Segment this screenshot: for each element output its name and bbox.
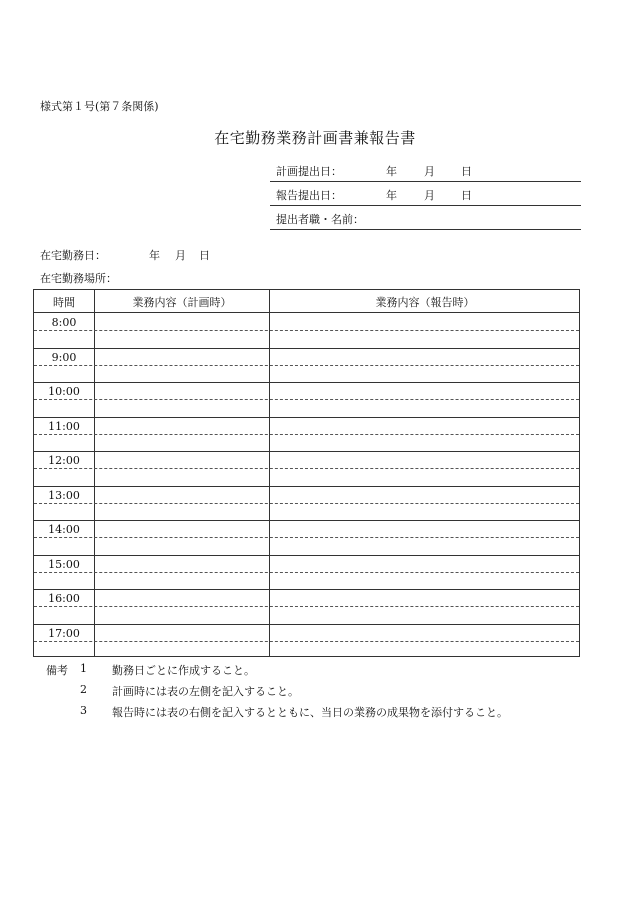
time-slot-label: 12:00 <box>48 454 80 467</box>
workday-label: 在宅勤務日： <box>40 249 106 262</box>
schedule-table <box>33 289 580 657</box>
plan-date-month: 月 <box>424 165 435 178</box>
workday-year: 年 <box>149 249 160 262</box>
half-hour-divider <box>34 468 579 469</box>
column-divider-plan <box>269 290 270 656</box>
note-3-number: 3 <box>80 704 87 717</box>
half-hour-divider <box>34 537 579 538</box>
hour-divider <box>34 348 579 349</box>
time-slot-label: 10:00 <box>48 385 80 398</box>
hour-divider <box>34 624 579 625</box>
hour-divider <box>34 520 579 521</box>
notes-label: 備考 <box>46 664 68 677</box>
time-slot-label: 14:00 <box>48 523 80 536</box>
workplace-label: 在宅勤務場所： <box>40 272 117 285</box>
submitter-row[interactable] <box>270 207 581 230</box>
header-time: 時間 <box>53 296 75 309</box>
half-hour-divider <box>34 365 579 366</box>
header-plan: 業務内容（計画時） <box>132 296 232 309</box>
header-report: 業務内容（報告時） <box>375 296 475 309</box>
time-slot-label: 11:00 <box>48 419 80 433</box>
time-slot-label: 9:00 <box>51 350 77 364</box>
time-slot-label: 17:00 <box>48 626 80 640</box>
half-hour-divider <box>34 330 579 331</box>
hour-divider <box>34 555 579 556</box>
hour-divider <box>34 486 579 487</box>
plan-date-label: 計画提出日： <box>276 165 342 178</box>
workday-month: 月 <box>175 249 186 262</box>
time-slot-label: 15:00 <box>48 557 80 571</box>
report-date-month: 月 <box>424 189 435 202</box>
hour-divider <box>34 417 579 418</box>
header-row-divider <box>34 312 579 313</box>
note-3-text: 報告時には表の右側を記入するとともに、当日の業務の成果物を添付すること。 <box>112 706 508 719</box>
hour-divider <box>34 589 579 590</box>
column-divider-time <box>94 290 95 656</box>
note-1-number: 1 <box>80 662 87 675</box>
note-1-text: 勤務日ごとに作成すること。 <box>112 664 255 677</box>
report-date-day: 日 <box>461 189 472 202</box>
form-number: 様式第１号(第７条関係) <box>40 100 159 113</box>
half-hour-divider <box>34 434 579 435</box>
half-hour-divider <box>34 572 579 573</box>
report-date-year: 年 <box>386 189 397 202</box>
hour-divider <box>34 451 579 452</box>
plan-date-year: 年 <box>386 165 397 178</box>
half-hour-divider <box>34 503 579 504</box>
half-hour-divider <box>34 399 579 400</box>
time-slot-label: 13:00 <box>48 488 80 502</box>
note-2-text: 計画時には表の左側を記入すること。 <box>112 685 299 698</box>
note-2-number: 2 <box>80 683 87 696</box>
hour-divider <box>34 382 579 383</box>
report-date-row[interactable] <box>270 183 581 206</box>
report-date-label: 報告提出日： <box>276 189 342 202</box>
time-slot-label: 8:00 <box>51 316 77 329</box>
submitter-label: 提出者職・名前： <box>276 213 364 226</box>
plan-date-row[interactable] <box>270 159 581 182</box>
plan-date-day: 日 <box>461 165 472 178</box>
time-slot-label: 16:00 <box>48 592 80 605</box>
workday-day: 日 <box>199 249 210 262</box>
half-hour-divider <box>34 606 579 607</box>
half-hour-divider <box>34 641 579 642</box>
page-title: 在宅勤務業務計画書兼報告書 <box>214 129 416 147</box>
